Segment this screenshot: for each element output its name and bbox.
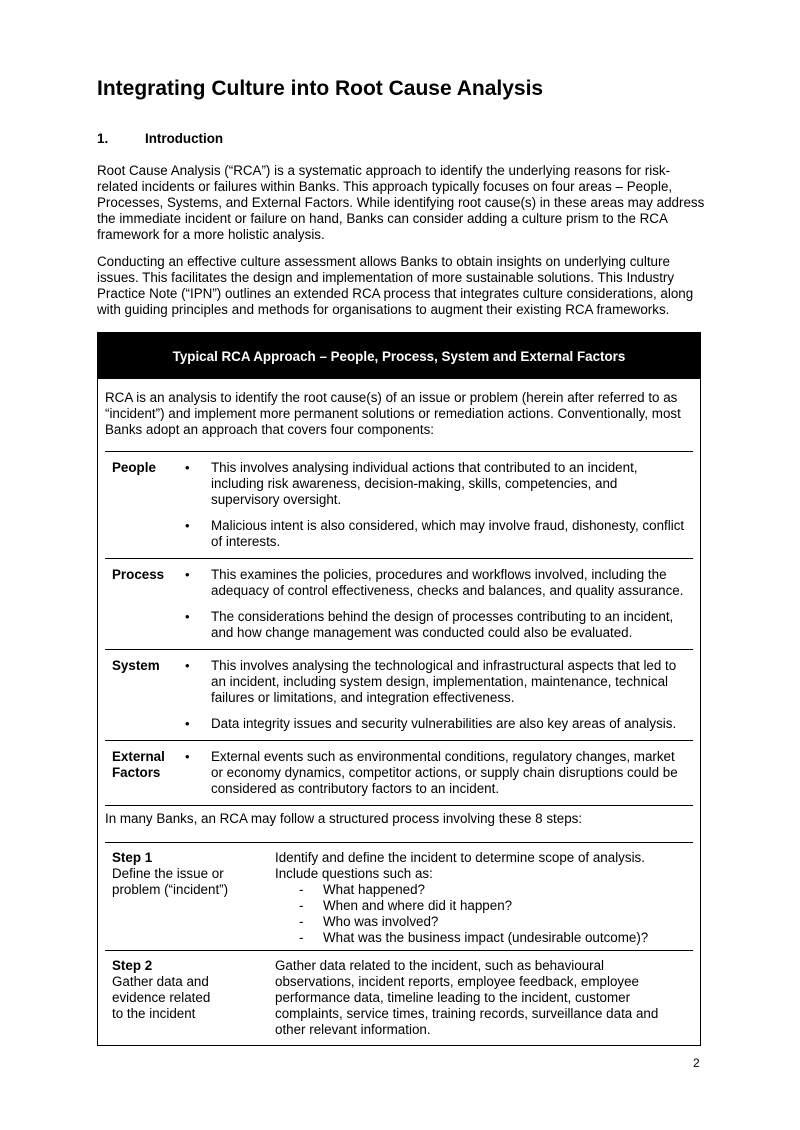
bullet-text: This involves analysing the technological and infrastructural aspects that led to an incident, including system design, implementation, maintenance, technical failures or limitations, and integration effectiveness.	[211, 658, 677, 705]
bullet-text: Malicious intent is also considered, which may involve fraud, dishonesty, conflict of interests.	[211, 518, 685, 549]
step-number: Step 1	[112, 850, 153, 865]
step-description: Gather data related to the incident, such as behavioural observations, incident reports, employee feedback, employee performance data, timeline leading to the incident, customer complaints, service times, training records, surveillance data and other relevant information.	[275, 958, 659, 1037]
component-bullet-item	[181, 518, 693, 550]
section-title: Introduction	[145, 131, 224, 146]
bullet-icon	[181, 716, 211, 732]
bullet-text: External events such as environmental conditions, regulatory changes, market or economy dynamics, competitor actions, or supply chain disruptions could be considered as contributory factors to an incident.	[211, 749, 678, 796]
component-bullet-item	[181, 609, 693, 641]
step-title: Gather data and evidence related to the incident	[112, 974, 211, 1021]
bullet-icon	[181, 460, 211, 508]
bullet-icon	[181, 658, 211, 706]
step-number: Step 2	[112, 958, 153, 973]
component-label: People	[112, 460, 156, 475]
step-question: - What was the business impact (undesirable outcome)?	[299, 930, 649, 945]
bullet-icon	[181, 567, 211, 599]
intro-paragraph-2: Conducting an effective culture assessment allows Banks to obtain insights on underlying culture issues. This facilitates the design and implementation of more sustainable solutions. This Industry Practice Note (“IPN”) outlines an extended RCA process that integrates culture considerations, along with guiding principles and methods for organisations to augment their existing RCA frameworks.	[97, 254, 694, 317]
document-title: Integrating Culture into Root Cause Analysis	[97, 77, 544, 100]
bullet-text: This involves analysing individual actions that contributed to an incident, including risk awareness, decision-making, skills, competencies, and supervisory oversight.	[211, 460, 638, 507]
component-row-process	[105, 559, 693, 650]
step-row-1	[105, 843, 693, 951]
step-question: - When and where did it happen?	[299, 898, 513, 913]
bullet-icon	[181, 518, 211, 550]
section-heading	[97, 130, 223, 147]
question-text: When and where did it happen?	[323, 898, 513, 913]
page-number: 2	[693, 1056, 700, 1070]
step-question: - What happened?	[299, 882, 425, 897]
bullet-icon	[181, 609, 211, 641]
question-text: What happened?	[323, 882, 425, 897]
component-bullet-item	[181, 460, 693, 508]
component-row-people	[105, 452, 693, 559]
bullet-text: This examines the policies, procedures and workflows involved, including the adequacy of control effectiveness, checks and balances, and quality assurance.	[211, 567, 684, 598]
rca-approach-box	[97, 332, 701, 1046]
component-bullet-item	[181, 567, 693, 599]
bullet-text: Data integrity issues and security vulnerabilities are also key areas of analysis.	[211, 716, 677, 731]
step-row-2	[105, 951, 693, 1038]
component-label: Process	[112, 567, 165, 582]
section-number: 1.	[97, 131, 109, 146]
question-text: What was the business impact (undesirable outcome)?	[323, 930, 649, 945]
component-row-external-factors	[105, 741, 693, 806]
step-title: Define the issue or problem (“incident”)	[112, 866, 229, 897]
box-intro-text: RCA is an analysis to identify the root cause(s) of an issue or problem (herein after referred to as “incident”) and implement more permanent solutions or remediation actions. Conventionally, most Banks adopt an approach that covers four components:	[105, 390, 681, 437]
component-label: External Factors	[112, 749, 165, 780]
component-bullet-item	[181, 658, 693, 706]
component-bullet-item	[181, 749, 693, 797]
bullet-icon	[181, 749, 211, 797]
bullet-text: The considerations behind the design of processes contributing to an incident, and how change management was conducted could also be evaluated.	[211, 609, 674, 640]
component-bullet-item	[181, 716, 693, 732]
steps-intro-text: In many Banks, an RCA may follow a structured process involving these 8 steps:	[105, 811, 583, 826]
intro-paragraph-1: Root Cause Analysis (“RCA”) is a systematic approach to identify the underlying reasons for risk-related incidents or failures within Banks. This approach typically focuses on four areas – People, Processes, Systems, and External Factors. While identifying root cause(s) in these areas may address the immediate incident or failure on hand, Banks can consider adding a culture prism to the RCA framework for a more holistic analysis.	[97, 163, 705, 242]
steps-table	[105, 842, 693, 1038]
step-description: Identify and define the incident to determine scope of analysis. Include questions such as:	[275, 850, 645, 881]
component-label: System	[112, 658, 160, 673]
step-question-list	[275, 882, 693, 946]
components-table	[105, 451, 693, 806]
box-header: Typical RCA Approach – People, Process, System and External Factors	[98, 333, 700, 379]
step-question: - Who was involved?	[299, 914, 439, 929]
component-row-system	[105, 650, 693, 741]
question-text: Who was involved?	[323, 914, 439, 929]
